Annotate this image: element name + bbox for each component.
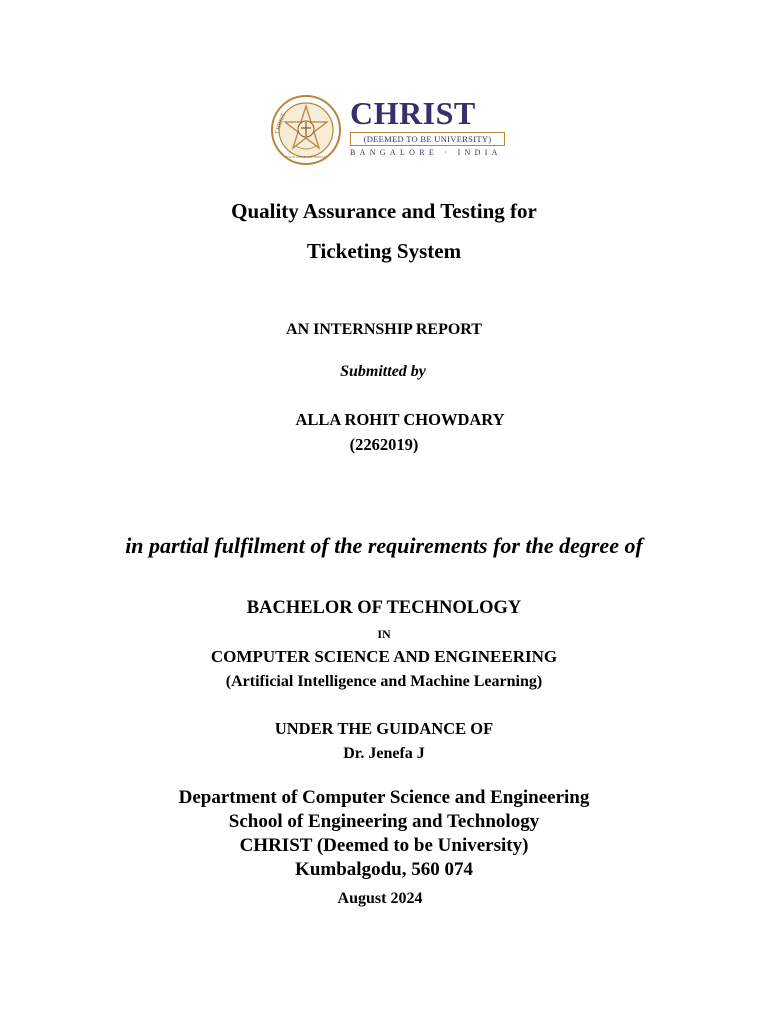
seal-motto: EXCELLENCE AND SERVICE <box>286 155 326 159</box>
report-title-line-2: Ticketing System <box>306 239 462 263</box>
degree-specialization: (Artificial Intelligence and Machine Learning) <box>225 673 543 690</box>
degree-branch: COMPUTER SCIENCE AND ENGINEERING <box>210 647 558 666</box>
institution-address: Kumbalgodu, 560 074 <box>295 859 473 880</box>
school-name: School of Engineering and Technology <box>228 811 540 832</box>
degree-name: BACHELOR OF TECHNOLOGY <box>246 598 522 618</box>
student-register-number: (2262019) <box>349 435 419 454</box>
seal-ring-text: CHRIST <box>274 112 288 135</box>
submitted-by-label: Submitted by <box>340 363 426 380</box>
logo-wordmark: CHRIST <box>350 95 476 131</box>
guidance-label: UNDER THE GUIDANCE OF <box>274 719 494 738</box>
student-name: ALLA ROHIT CHOWDARY <box>295 410 505 429</box>
university-name: CHRIST (Deemed to be University) <box>239 835 529 856</box>
report-type: AN INTERNSHIP REPORT <box>286 321 482 338</box>
fulfilment-statement: in partial fulfilment of the requirements for the degree of <box>125 533 643 558</box>
report-date: August 2024 <box>337 890 423 907</box>
guide-name: Dr. Jenefa J <box>343 745 425 762</box>
degree-connector: IN <box>377 627 391 641</box>
logo-location: BANGALORE · INDIA <box>350 148 502 157</box>
university-logo <box>268 94 508 166</box>
department-name: Department of Computer Science and Engineering <box>178 787 590 808</box>
logo-subtitle: (DEEMED TO BE UNIVERSITY) <box>350 132 505 146</box>
university-seal-icon <box>268 94 344 166</box>
report-title-line-1: Quality Assurance and Testing for <box>231 199 537 223</box>
